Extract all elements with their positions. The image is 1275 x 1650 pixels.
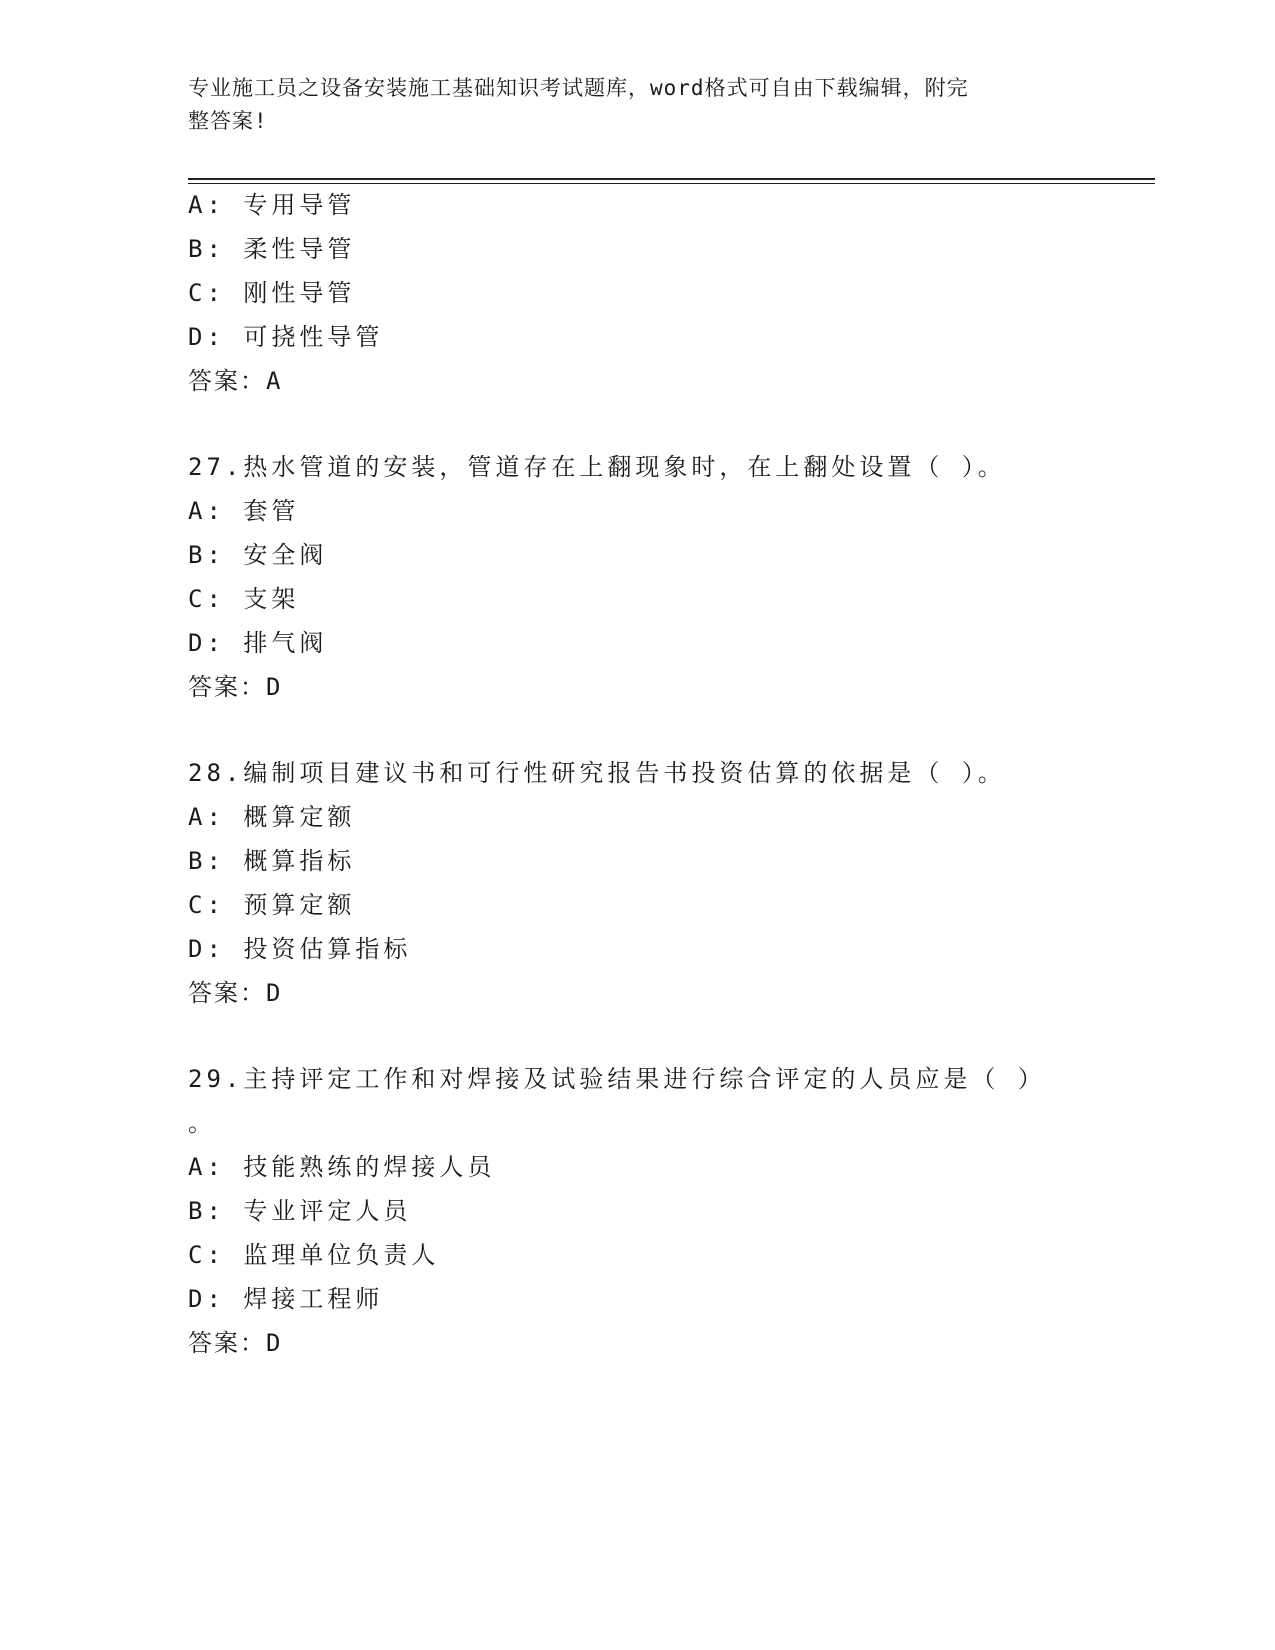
q28-option-c: C: 预算定额 [188, 891, 356, 919]
q27-option-a: A: 套管 [188, 497, 300, 525]
header-line-1: 专业施工员之设备安装施工基础知识考试题库，word格式可自由下载编辑，附完 [188, 76, 969, 100]
q29-option-d: D: 焊接工程师 [188, 1285, 384, 1313]
q29-option-a: A: 技能熟练的焊接人员 [188, 1153, 496, 1181]
q27-question: 27.热水管道的安装，管道存在上翻现象时，在上翻处设置（ ）。 [188, 453, 1006, 481]
q27-option-c: C: 支架 [188, 585, 300, 613]
q26-answer: 答案：A [188, 367, 283, 395]
q29-option-b: B: 专业评定人员 [188, 1197, 412, 1225]
header-divider-top [188, 178, 1155, 180]
q28-question: 28.编制项目建议书和可行性研究报告书投资估算的依据是（ ）。 [188, 759, 1006, 787]
q29-option-c: C: 监理单位负责人 [188, 1241, 440, 1269]
document-header [188, 72, 1088, 138]
header-divider-bottom [188, 183, 1155, 184]
q27-option-b: B: 安全阀 [188, 541, 328, 569]
q29-question-line-1: 29.主持评定工作和对焊接及试验结果进行综合评定的人员应是（ ） [188, 1065, 1046, 1093]
q28-option-b: B: 概算指标 [188, 847, 356, 875]
q29-answer: 答案：D [188, 1329, 283, 1357]
q27-answer: 答案：D [188, 673, 283, 701]
q28-answer: 答案：D [188, 979, 283, 1007]
q26-option-b: B: 柔性导管 [188, 235, 356, 263]
header-line-2: 整答案! [188, 109, 268, 133]
q27-option-d: D: 排气阀 [188, 629, 328, 657]
q26-option-d: D: 可挠性导管 [188, 323, 384, 351]
q28-option-a: A: 概算定额 [188, 803, 356, 831]
q29-question-line-2: 。 [188, 1109, 216, 1137]
q26-option-a: A: 专用导管 [188, 191, 356, 219]
q26-option-c: C: 刚性导管 [188, 279, 356, 307]
q28-option-d: D: 投资估算指标 [188, 935, 412, 963]
